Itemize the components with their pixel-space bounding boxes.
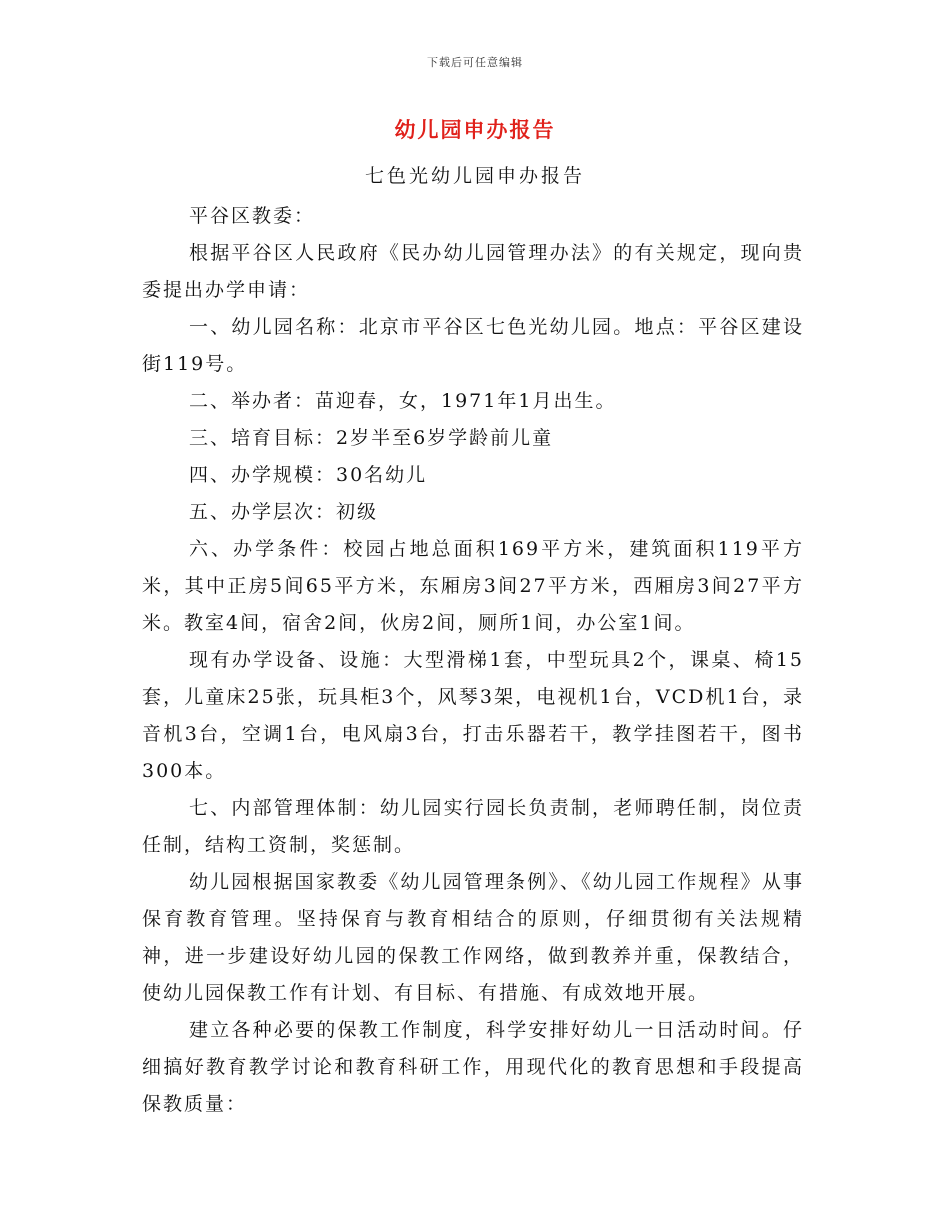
paragraph-intro: 根据平谷区人民政府《民办幼儿园管理办法》的有关规定，现向贵委提出办学申请： bbox=[142, 242, 804, 301]
document-title: 幼儿园申办报告 bbox=[394, 118, 556, 142]
paragraph-systems: 建立各种必要的保教工作制度，科学安排好幼儿一日活动时间。仔细搞好教育教学讨论和教育科研工作，用现代化的教育思想和手段提高保教质量： bbox=[142, 1019, 804, 1115]
document-subtitle: 七色光幼儿园申办报告 bbox=[364, 165, 585, 187]
paragraph-equipment: 现有办学设备、设施：大型滑梯1套，中型玩具2个，课桌、椅15套，儿童床25张，玩具柜3个，风琴3架，电视机1台，VCD机1台，录音机3台，空调1台，电风扇3台，打击乐器若干，教学挂图若干，图书300本。 bbox=[142, 649, 804, 782]
paragraph-target: 三、培育目标：2岁半至6岁学龄前儿童 bbox=[189, 427, 554, 449]
paragraph-name-location: 一、幼儿园名称：北京市平谷区七色光幼儿园。地点：平谷区建设街119号。 bbox=[142, 316, 804, 375]
paragraph-organizer: 二、举办者：苗迎春，女，1971年1月出生。 bbox=[189, 390, 617, 412]
paragraph-scale: 四、办学规模：30名幼儿 bbox=[189, 464, 428, 486]
paragraph-regulations: 幼儿园根据国家教委《幼儿园管理条例》、《幼儿园工作规程》从事保育教育管理。坚持保育与教育相结合的原则，仔细贯彻有关法规精神，进一步建设好幼儿园的保教工作网络，做到教养并重，保教结合，使幼儿园保教工作有计划、有目标、有措施、有成效地开展。 bbox=[142, 871, 804, 1004]
paragraph-conditions: 六、办学条件：校园占地总面积169平方米，建筑面积119平方米，其中正房5间65平方米，东厢房3间27平方米，西厢房3间27平方米。教室4间，宿舍2间，伙房2间，厕所1间，办公室1间。 bbox=[142, 538, 804, 634]
document-body bbox=[142, 198, 804, 1123]
paragraph-level: 五、办学层次：初级 bbox=[189, 501, 379, 523]
header-note: 下载后可任意编辑 bbox=[427, 56, 523, 69]
paragraph-management: 七、内部管理体制：幼儿园实行园长负责制，老师聘任制，岗位责任制，结构工资制，奖惩制。 bbox=[142, 797, 804, 856]
paragraph-salutation: 平谷区教委： bbox=[189, 205, 316, 227]
